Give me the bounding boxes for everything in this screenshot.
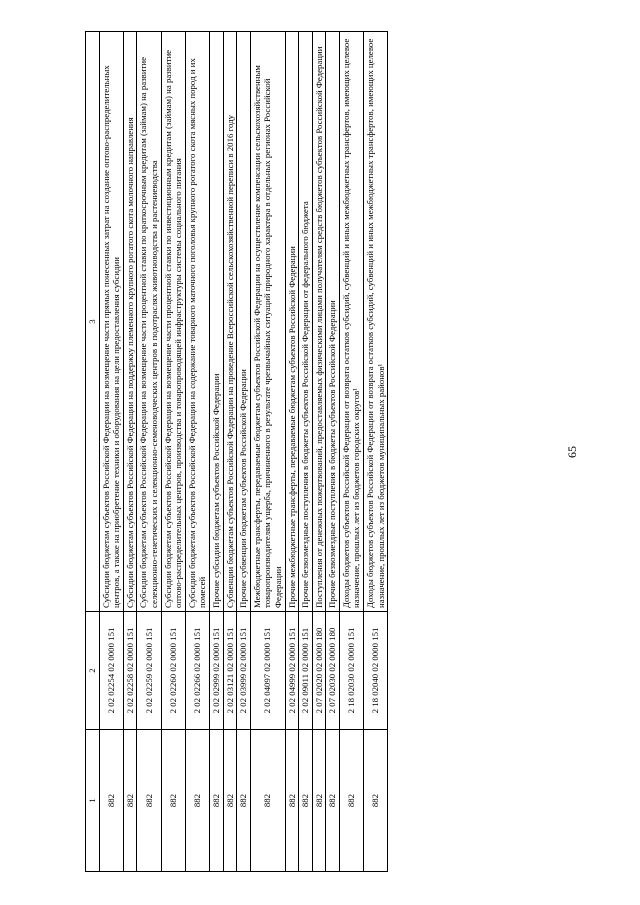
revenue-name-cell: Субсидии бюджетам субъектов Российской Федерации на возмещение части процентной ставки по краткосрочным кредитам (займам) на развитие селекционно-генетических и селекционно-семеноводческих центров в подотраслях животноводства и растениеводства (137, 32, 161, 612)
revenue-code-cell: 2 02 02266 02 0000 151 (185, 612, 209, 730)
admin-code-cell: 882 (185, 730, 209, 872)
admin-code-cell: 882 (364, 730, 388, 872)
admin-code-cell: 882 (209, 730, 223, 872)
revenue-name-cell: Субсидии бюджетам субъектов Российской Федерации на возмещение части прямых понесенных затрат на создание оптово-распределительных центров, а также на приобретение техники и оборудования на цели предоставления субсидии (99, 32, 123, 612)
revenue-name-cell: Прочие межбюджетные трансферты, передаваемые бюджетам субъектов Российской Федерации (285, 32, 299, 612)
table-header-row (86, 32, 100, 872)
admin-code-cell: 882 (137, 730, 161, 872)
revenue-name-cell: Доходы бюджетов субъектов Российской Федерации от возврата остатков субсидий, субвенций и иных межбюджетных трансфертов, имеющих целевое назначение, прошлых лет из бюджетов муниципальных районов¹ (364, 32, 388, 612)
header-col-1: 1 (86, 730, 100, 872)
table-row (285, 32, 299, 872)
table-row (250, 32, 285, 872)
revenue-code-cell: 2 02 03999 02 0000 151 (237, 612, 251, 730)
revenue-name-cell: Субсидии бюджетам субъектов Российской Федерации на содержание товарного маточного поголовья крупного рогатого скота мясных пород и их помесей (185, 32, 209, 612)
table-row (223, 32, 237, 872)
admin-code-cell: 882 (223, 730, 237, 872)
revenue-code-cell: 2 02 02999 02 0000 151 (209, 612, 223, 730)
revenue-code-cell: 2 18 02040 02 0000 151 (364, 612, 388, 730)
revenue-code-cell: 2 02 02258 02 0000 151 (123, 612, 137, 730)
revenue-code-cell: 2 07 02020 02 0000 180 (312, 612, 326, 730)
table-row (339, 32, 363, 872)
table-row (185, 32, 209, 872)
table-row (237, 32, 251, 872)
revenue-code-cell: 2 02 02260 02 0000 151 (161, 612, 185, 730)
admin-code-cell: 882 (250, 730, 285, 872)
revenue-name-cell: Межбюджетные трансферты, передаваемые бюджетам субъектов Российской Федерации на осуществление компенсации сельскохозяйственным товаропроизводителям ущерба, причиненного в результате чрезвычайных ситуаций природного характера в отдельных регионах Российской Федерации (250, 32, 285, 612)
revenue-code-cell: 2 02 04097 02 0000 151 (250, 612, 285, 730)
revenue-name-cell: Прочие субсидии бюджетам субъектов Российской Федерации (209, 32, 223, 612)
revenue-code-cell: 2 07 02030 02 0000 180 (326, 612, 340, 730)
revenue-code-cell: 2 02 02259 02 0000 151 (137, 612, 161, 730)
admin-code-cell: 882 (299, 730, 313, 872)
revenue-code-cell: 2 18 02030 02 0000 151 (339, 612, 363, 730)
revenue-name-cell: Субсидии бюджетам субъектов Российской Федерации на поддержку племенного крупного рогатого скота молочного направления (123, 32, 137, 612)
revenue-code-cell: 2 02 03121 02 0000 151 (223, 612, 237, 730)
rotated-table-container (85, 32, 555, 872)
table-row (312, 32, 326, 872)
revenue-code-cell: 2 02 02254 02 0000 151 (99, 612, 123, 730)
header-col-2: 2 (86, 612, 100, 730)
revenue-name-cell: Прочие безвозмездные поступления в бюджеты субъектов Российской Федерации (326, 32, 340, 612)
revenue-name-cell: Прочие безвозмездные поступления в бюджеты субъектов Российской Федерации от федерального бюджета (299, 32, 313, 612)
admin-code-cell: 882 (237, 730, 251, 872)
revenue-name-cell: Субсидии бюджетам субъектов Российской Федерации на возмещение части процентной ставки по инвестиционным кредитам (займам) на развитие оптово-распределительных центров, производства и товаропроводящей инфраструктуры системы социального питания (161, 32, 185, 612)
admin-code-cell: 882 (285, 730, 299, 872)
table-row (123, 32, 137, 872)
table-row (326, 32, 340, 872)
table-row (364, 32, 388, 872)
revenue-code-cell: 2 02 09011 02 0000 151 (299, 612, 313, 730)
table-row (209, 32, 223, 872)
table-row (137, 32, 161, 872)
revenue-name-cell: Доходы бюджетов субъектов Российской Федерации от возврата остатков субсидий, субвенций и иных межбюджетных трансфертов, имеющих целевое назначение, прошлых лет из бюджетов городских округов¹ (339, 32, 363, 612)
revenue-name-cell: Прочие субвенции бюджетам субъектов Российской Федерации (237, 32, 251, 612)
admin-code-cell: 882 (123, 730, 137, 872)
revenue-codes-table (85, 31, 388, 872)
header-col-3: 3 (86, 32, 100, 612)
admin-code-cell: 882 (339, 730, 363, 872)
admin-code-cell: 882 (312, 730, 326, 872)
admin-code-cell: 882 (99, 730, 123, 872)
table-row (99, 32, 123, 872)
table-body (86, 32, 388, 872)
page-number: 65 (565, 446, 579, 458)
admin-code-cell: 882 (161, 730, 185, 872)
table-row (161, 32, 185, 872)
revenue-code-cell: 2 02 04999 02 0000 151 (285, 612, 299, 730)
table-row (299, 32, 313, 872)
admin-code-cell: 882 (326, 730, 340, 872)
revenue-name-cell: Субвенции бюджетам субъектов Российской Федерации на проведение Всероссийской сельскохозяйственной переписи в 2016 году (223, 32, 237, 612)
revenue-name-cell: Поступления от денежных пожертвований, предоставляемых физическими лицами получателям средств бюджетов субъектов Российской Федерации (312, 32, 326, 612)
